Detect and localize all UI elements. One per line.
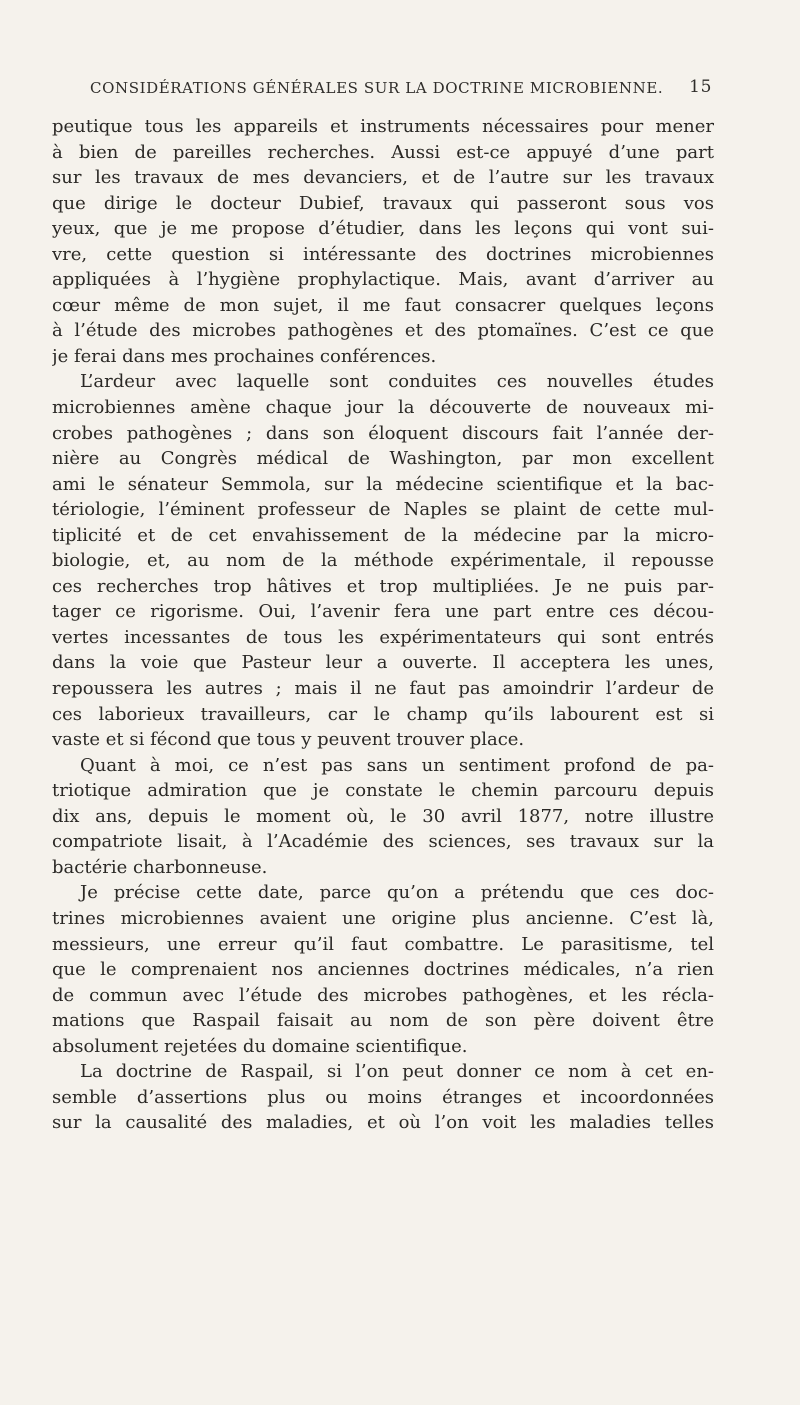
running-header	[90, 79, 712, 103]
text-line: semble d’assertions plus ou moins étranges et incoordonnées	[52, 1086, 714, 1108]
text-line: La doctrine de Raspail, si l’on peut donner ce nom à cet en-	[80, 1061, 714, 1083]
text-line: absolument rejetées du domaine scientifique.	[52, 1035, 468, 1057]
text-line: compatriote lisait, à l’Académie des sciences, ses travaux sur la	[52, 831, 714, 853]
text-line: ami le sénateur Semmola, sur la médecine scientifique et la bac-	[52, 473, 714, 495]
text-line: sur les travaux de mes devanciers, et de l’autre sur les travaux	[52, 167, 714, 189]
text-line: L’ardeur avec laquelle sont conduites ces nouvelles études	[80, 371, 714, 393]
text-line: bactérie charbonneuse.	[52, 856, 268, 878]
text-line: triotique admiration que je constate le chemin parcouru depuis	[52, 780, 714, 802]
text-line: ces recherches trop hâtives et trop multipliées. Je ne puis par-	[52, 575, 714, 597]
text-line: je ferai dans mes prochaines conférences.	[52, 345, 437, 367]
text-line: dix ans, depuis le moment où, le 30 avril 1877, notre illustre	[52, 805, 714, 827]
text-line: cœur même de mon sujet, il me faut consacrer quelques leçons	[52, 294, 714, 316]
text-line: repoussera les autres ; mais il ne faut pas amoindrir l’ardeur de	[52, 678, 714, 700]
text-line: à l’étude des microbes pathogènes et des ptomaïnes. C’est ce que	[52, 320, 714, 342]
text-line: dans la voie que Pasteur leur a ouverte. Il acceptera les unes,	[52, 652, 714, 674]
text-line: trines microbiennes avaient une origine plus ancienne. C’est là,	[52, 907, 714, 929]
running-header-title: CONSIDÉRATIONS GÉNÉRALES SUR LA DOCTRINE MICROBIENNE.	[90, 79, 664, 97]
text-line: mations que Raspail faisait au nom de son père doivent être	[52, 1010, 714, 1032]
body-text	[52, 114, 714, 1136]
text-line: vre, cette question si intéressante des doctrines microbiennes	[52, 243, 714, 265]
text-line: microbiennes amène chaque jour la découverte de nouveaux mi-	[52, 397, 714, 419]
text-line: que le comprenaient nos anciennes doctrines médicales, n’a rien	[52, 959, 714, 981]
text-line: vertes incessantes de tous les expérimentateurs qui sont entrés	[52, 626, 714, 648]
text-line: sur la causalité des maladies, et où l’on voit les maladies telles	[52, 1112, 714, 1134]
text-line: peutique tous les appareils et instruments nécessaires pour mener	[52, 116, 714, 137]
text-line: de commun avec l’étude des microbes pathogènes, et les récla-	[52, 984, 714, 1006]
text-line: que dirige le docteur Dubief, travaux qui passeront sous vos	[52, 192, 714, 214]
text-line: biologie, et, au nom de la méthode expérimentale, il repousse	[52, 550, 714, 572]
text-line: tager ce rigorisme. Oui, l’avenir fera une part entre ces décou-	[52, 601, 714, 623]
page-number: 15	[689, 77, 712, 97]
text-line: tiplicité et de cet envahissement de la médecine par la micro-	[52, 524, 714, 546]
text-line: tériologie, l’éminent professeur de Naples se plaint de cette mul-	[52, 499, 714, 521]
text-line: à bien de pareilles recherches. Aussi est-ce appuyé d’une part	[52, 141, 714, 163]
text-line: Je précise cette date, parce qu’on a prétendu que ces doc-	[80, 882, 714, 904]
text-line: Quant à moi, ce n’est pas sans un sentiment profond de pa-	[80, 754, 714, 776]
text-line: messieurs, une erreur qu’il faut combattre. Le parasitisme, tel	[52, 933, 714, 955]
text-line: yeux, que je me propose d’étudier, dans les leçons qui vont sui-	[52, 218, 714, 240]
text-line: crobes pathogènes ; dans son éloquent discours fait l’année der-	[52, 422, 714, 444]
text-line: nière au Congrès médical de Washington, par mon excellent	[52, 448, 714, 470]
text-line: appliquées à l’hygiène prophylactique. Mais, avant d’arriver au	[52, 269, 714, 291]
text-line: ces laborieux travailleurs, car le champ qu’ils labourent est si	[52, 703, 714, 725]
text-line: vaste et si fécond que tous y peuvent trouver place.	[52, 729, 525, 751]
